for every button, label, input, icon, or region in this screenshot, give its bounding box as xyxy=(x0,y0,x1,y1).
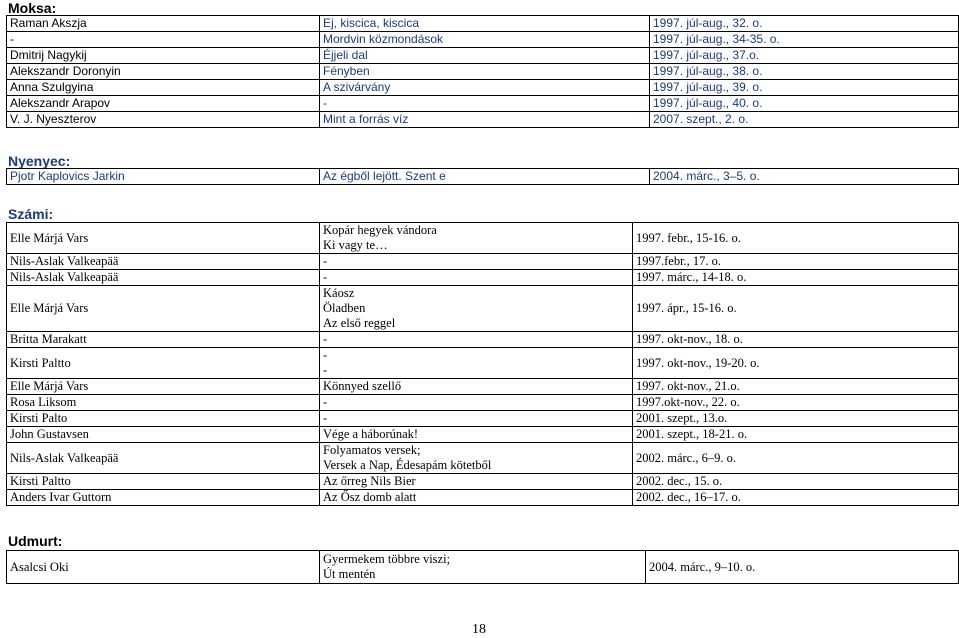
reference-cell: 2002. dec., 16–17. o. xyxy=(633,490,959,506)
reference-cell: 1997. ápr., 15-16. o. xyxy=(633,286,959,332)
title-cell: Éjjeli dal xyxy=(320,48,650,64)
table-row xyxy=(7,112,959,128)
title-line: Versek a Nap, Édesapám kötetből xyxy=(323,458,492,472)
author-cell: V. J. Nyeszterov xyxy=(7,112,320,128)
szami-table xyxy=(6,222,959,506)
reference-cell: 1997. okt-nov., 19-20. o. xyxy=(633,348,959,379)
author-cell: Kirsti Paltto xyxy=(7,348,320,379)
table-row xyxy=(7,379,959,395)
section-heading-udmurt: Udmurt: xyxy=(8,533,63,549)
author-cell: Kirsti Paltto xyxy=(7,474,320,490)
title-cell: Fényben xyxy=(320,64,650,80)
title-line: Folyamatos versek; xyxy=(323,443,421,457)
author-cell: Elle Márjá Vars xyxy=(7,379,320,395)
table-row xyxy=(7,490,959,506)
reference-cell: 1997.okt-nov., 22. o. xyxy=(633,395,959,411)
title-cell: A szivárvány xyxy=(320,80,650,96)
moksa-table xyxy=(6,15,959,128)
reference-cell: 1997.febr., 17. o. xyxy=(633,254,959,270)
title-cell xyxy=(320,270,633,286)
table-row xyxy=(7,474,959,490)
title-cell xyxy=(320,254,633,270)
table-row xyxy=(7,80,959,96)
reference-cell: 1997. okt-nov., 21.o. xyxy=(633,379,959,395)
reference-cell: 1997. júl-aug., 37.o. xyxy=(650,48,959,64)
table-row xyxy=(7,48,959,64)
table-row xyxy=(7,16,959,32)
title-cell xyxy=(320,332,633,348)
title-line: Öladben xyxy=(323,301,366,315)
reference-cell: 2001. szept., 18-21. o. xyxy=(633,427,959,443)
section-heading-nyenyec: Nyenyec: xyxy=(8,153,71,169)
title-cell: - xyxy=(320,96,650,112)
table-row xyxy=(7,551,959,584)
reference-cell: 1997. febr., 15-16. o. xyxy=(633,223,959,254)
title-line: - xyxy=(323,254,328,268)
title-line: Út mentén xyxy=(323,567,376,581)
title-cell xyxy=(320,348,633,379)
title-line: - xyxy=(323,411,328,425)
title-cell: Mordvin közmondások xyxy=(320,32,650,48)
table-row xyxy=(7,96,959,112)
reference-cell: 1997. okt-nov., 18. o. xyxy=(633,332,959,348)
title-line: Az Ősz domb alatt xyxy=(323,490,417,504)
author-cell: Dmitrij Nagykij xyxy=(7,48,320,64)
title-cell xyxy=(320,411,633,427)
title-cell xyxy=(320,427,633,443)
page-number: 18 xyxy=(472,622,486,637)
author-cell: Rosa Liksom xyxy=(7,395,320,411)
author-cell: Nils-Aslak Valkeapää xyxy=(7,254,320,270)
author-cell: John Gustavsen xyxy=(7,427,320,443)
reference-cell: 1997. júl-aug., 40. o. xyxy=(650,96,959,112)
title-line: Káosz xyxy=(323,286,355,300)
author-cell: Elle Márjá Vars xyxy=(7,223,320,254)
table-row xyxy=(7,348,959,379)
author-cell: Raman Akszja xyxy=(7,16,320,32)
reference-cell: 2002. dec., 15. o. xyxy=(633,474,959,490)
table-row xyxy=(7,254,959,270)
title-line: - xyxy=(323,395,328,409)
title-cell xyxy=(320,490,633,506)
table-row xyxy=(7,427,959,443)
table-row xyxy=(7,411,959,427)
title-cell xyxy=(320,551,646,584)
title-cell xyxy=(320,286,633,332)
title-cell xyxy=(320,395,633,411)
table-row xyxy=(7,32,959,48)
title-line: Gyermekem többre viszi; xyxy=(323,552,451,566)
title-line: Könnyed szellő xyxy=(323,379,402,393)
title-cell xyxy=(320,443,633,474)
author-cell: Pjotr Kaplovics Jarkin xyxy=(7,169,320,185)
section-heading-moksa: Moksa: xyxy=(8,0,57,16)
title-line: Ki vagy te… xyxy=(323,238,388,252)
table-row xyxy=(7,332,959,348)
author-cell: Asalcsi Oki xyxy=(7,551,320,584)
title-cell: Ej, kiscica, kiscica xyxy=(320,16,650,32)
reference-cell: 2001. szept., 13.o. xyxy=(633,411,959,427)
author-cell: Alekszandr Arapov xyxy=(7,96,320,112)
reference-cell: 2004. márc., 9–10. o. xyxy=(646,551,959,584)
author-cell: Elle Márjá Vars xyxy=(7,286,320,332)
author-cell: Alekszandr Doronyin xyxy=(7,64,320,80)
nyenyec-table xyxy=(6,168,959,185)
section-heading-szami: Számi: xyxy=(8,206,54,222)
title-line: - xyxy=(323,348,328,362)
title-line: Kopár hegyek vándora xyxy=(323,223,437,237)
title-cell: Mint a forrás víz xyxy=(320,112,650,128)
reference-cell: 1997. júl-aug., 32. o. xyxy=(650,16,959,32)
author-cell: Britta Marakatt xyxy=(7,332,320,348)
reference-cell: 1997. márc., 14-18. o. xyxy=(633,270,959,286)
title-line: Az első reggel xyxy=(323,316,396,330)
title-line: - xyxy=(323,363,328,377)
table-row xyxy=(7,443,959,474)
reference-cell: 1997. júl-aug., 34-35. o. xyxy=(650,32,959,48)
title-cell: Az égből lejött. Szent e xyxy=(320,169,650,185)
title-line: Az őrreg Nils Bier xyxy=(323,474,416,488)
author-cell: Nils-Aslak Valkeapää xyxy=(7,443,320,474)
reference-cell: 1997. júl-aug., 39. o. xyxy=(650,80,959,96)
reference-cell: 2002. márc., 6–9. o. xyxy=(633,443,959,474)
reference-cell: 2004. márc., 3–5. o. xyxy=(650,169,959,185)
table-row xyxy=(7,169,959,185)
table-row xyxy=(7,223,959,254)
author-cell: Anna Szulgyina xyxy=(7,80,320,96)
reference-cell: 2007. szept., 2. o. xyxy=(650,112,959,128)
title-cell xyxy=(320,223,633,254)
title-line: - xyxy=(323,270,328,284)
author-cell: Anders Ivar Guttorn xyxy=(7,490,320,506)
table-row xyxy=(7,64,959,80)
title-line: - xyxy=(323,332,328,346)
author-cell: Nils-Aslak Valkeapää xyxy=(7,270,320,286)
author-cell: - xyxy=(7,32,320,48)
table-row xyxy=(7,270,959,286)
title-line: Vége a háborúnak! xyxy=(323,427,419,441)
table-row xyxy=(7,395,959,411)
reference-cell: 1997. júl-aug., 38. o. xyxy=(650,64,959,80)
udmurt-table xyxy=(6,550,959,584)
title-cell xyxy=(320,379,633,395)
table-row xyxy=(7,286,959,332)
title-cell xyxy=(320,474,633,490)
author-cell: Kirsti Palto xyxy=(7,411,320,427)
